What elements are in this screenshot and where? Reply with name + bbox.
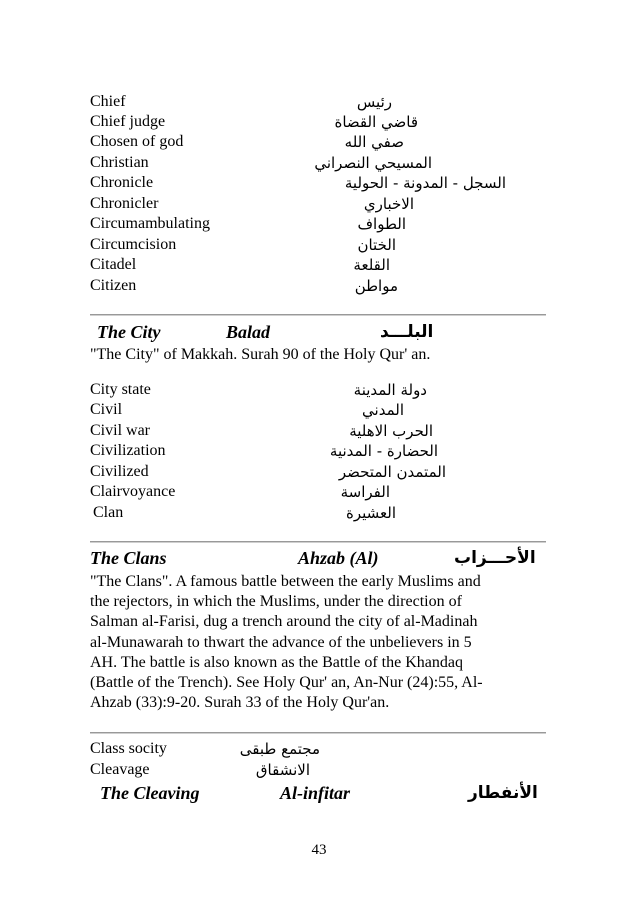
entry-arabic: المتمدن المتحضر xyxy=(338,463,446,481)
paragraph-line: AH. The battle is also known as the Battle of the Khandaq xyxy=(90,653,463,671)
entry-english: Civil xyxy=(90,401,123,418)
entry-english: Clan xyxy=(93,504,124,521)
glossary-entry xyxy=(90,400,550,420)
heading-transliteration: Balad xyxy=(226,322,271,342)
entry-arabic: مجتمع طبقى xyxy=(239,740,320,758)
entry-arabic: القلعة xyxy=(353,256,390,274)
entry-english: Circumcision xyxy=(90,236,177,253)
paragraph-line: the rejectors, in which the Muslims, under the direction of xyxy=(90,593,462,611)
entry-english: Chief judge xyxy=(90,113,166,130)
entry-english: Circumambulating xyxy=(90,215,210,232)
entry-arabic: الختان xyxy=(357,236,396,254)
glossary-entry xyxy=(90,503,550,523)
paragraph-line: al-Munawarah to thwart the advance of the unbelievers in 5 xyxy=(90,633,472,651)
entry-arabic: دولة المدينة xyxy=(353,381,427,399)
entry-english: Clairvoyance xyxy=(90,483,176,500)
heading-transliteration: Ahzab (Al) xyxy=(298,548,379,568)
glossary-entry xyxy=(90,421,550,441)
city-description: "The City" of Makkah. Surah 90 of the Holy Qur' an. xyxy=(90,346,431,363)
glossary-entry xyxy=(90,92,550,112)
glossary-entry xyxy=(90,194,550,214)
entry-arabic: المدني xyxy=(362,401,404,419)
heading-title: The Cleaving xyxy=(100,783,200,803)
entry-arabic: صفي الله xyxy=(344,133,404,151)
entry-arabic: المسيحي النصراني xyxy=(314,154,432,172)
heading-arabic: الأنفطار xyxy=(468,783,538,803)
entry-arabic: الحضارة - المدنية xyxy=(329,442,438,460)
entry-arabic: مواطن xyxy=(354,277,398,295)
glossary-entry xyxy=(90,380,550,400)
heading-arabic: الأحـــزاب xyxy=(454,548,536,568)
entry-english: City state xyxy=(90,381,151,398)
paragraph-line: "The Clans". A famous battle between the early Muslims and xyxy=(90,573,481,590)
glossary-entry xyxy=(90,739,550,759)
entry-arabic: الاخباري xyxy=(363,195,414,213)
section-divider xyxy=(90,732,546,733)
glossary-entry xyxy=(90,441,550,461)
paragraph-line: (Battle of the Trench). See Holy Qur' an, An-Nur (24):55, Al- xyxy=(90,674,483,692)
heading-title: The City xyxy=(97,322,161,342)
paragraph-line: Salman al-Farisi, dug a trench around the city of al-Madinah xyxy=(90,613,478,631)
clans-heading xyxy=(90,546,550,570)
entry-arabic: رئيس xyxy=(356,93,392,111)
heading-transliteration: Al-infitar xyxy=(280,783,351,803)
section-divider xyxy=(90,541,546,542)
entry-english: Civil war xyxy=(90,422,150,439)
glossary-entry xyxy=(90,255,550,275)
entry-arabic: الانشقاق xyxy=(255,761,310,779)
heading-arabic: البلـــد xyxy=(380,322,434,342)
entry-english: Cleavage xyxy=(90,761,150,778)
glossary-entry xyxy=(90,760,550,780)
entry-english: Citadel xyxy=(90,256,137,273)
paragraph-line: Ahzab (33):9-20. Surah 33 of the Holy Qur'an. xyxy=(90,694,390,712)
glossary-entry xyxy=(90,112,550,132)
entry-english: Chronicle xyxy=(90,174,154,191)
entry-english: Civilization xyxy=(90,442,166,459)
entry-english: Chief xyxy=(90,93,126,110)
entry-arabic: السجل - المدونة - الحولية xyxy=(344,174,506,192)
entry-arabic: قاضي القضاة xyxy=(334,113,418,131)
glossary-entry xyxy=(90,482,550,502)
glossary-entry xyxy=(90,173,550,193)
glossary-entry xyxy=(90,214,550,234)
entry-arabic: العشيرة xyxy=(345,504,396,522)
cleaving-heading xyxy=(90,781,550,805)
entry-english: Chronicler xyxy=(90,195,159,212)
section-divider xyxy=(90,314,546,315)
entry-english: Citizen xyxy=(90,277,137,294)
entry-arabic: الفراسة xyxy=(340,483,390,501)
glossary-entry xyxy=(90,462,550,482)
heading-title: The Clans xyxy=(90,548,167,568)
entry-arabic: الحرب الاهلية xyxy=(349,422,433,440)
entry-english: Christian xyxy=(90,154,149,171)
glossary-entry xyxy=(90,276,550,296)
entry-english: Civilized xyxy=(90,463,149,480)
clans-description xyxy=(90,572,546,713)
glossary-entry xyxy=(90,132,550,152)
entry-english: Chosen of god xyxy=(90,133,184,150)
city-heading xyxy=(90,320,550,344)
entry-arabic: الطواف xyxy=(357,215,406,233)
entry-english: Class socity xyxy=(90,740,167,757)
page-number: 43 xyxy=(311,842,327,858)
glossary-entry xyxy=(90,235,550,255)
glossary-entry xyxy=(90,153,550,173)
